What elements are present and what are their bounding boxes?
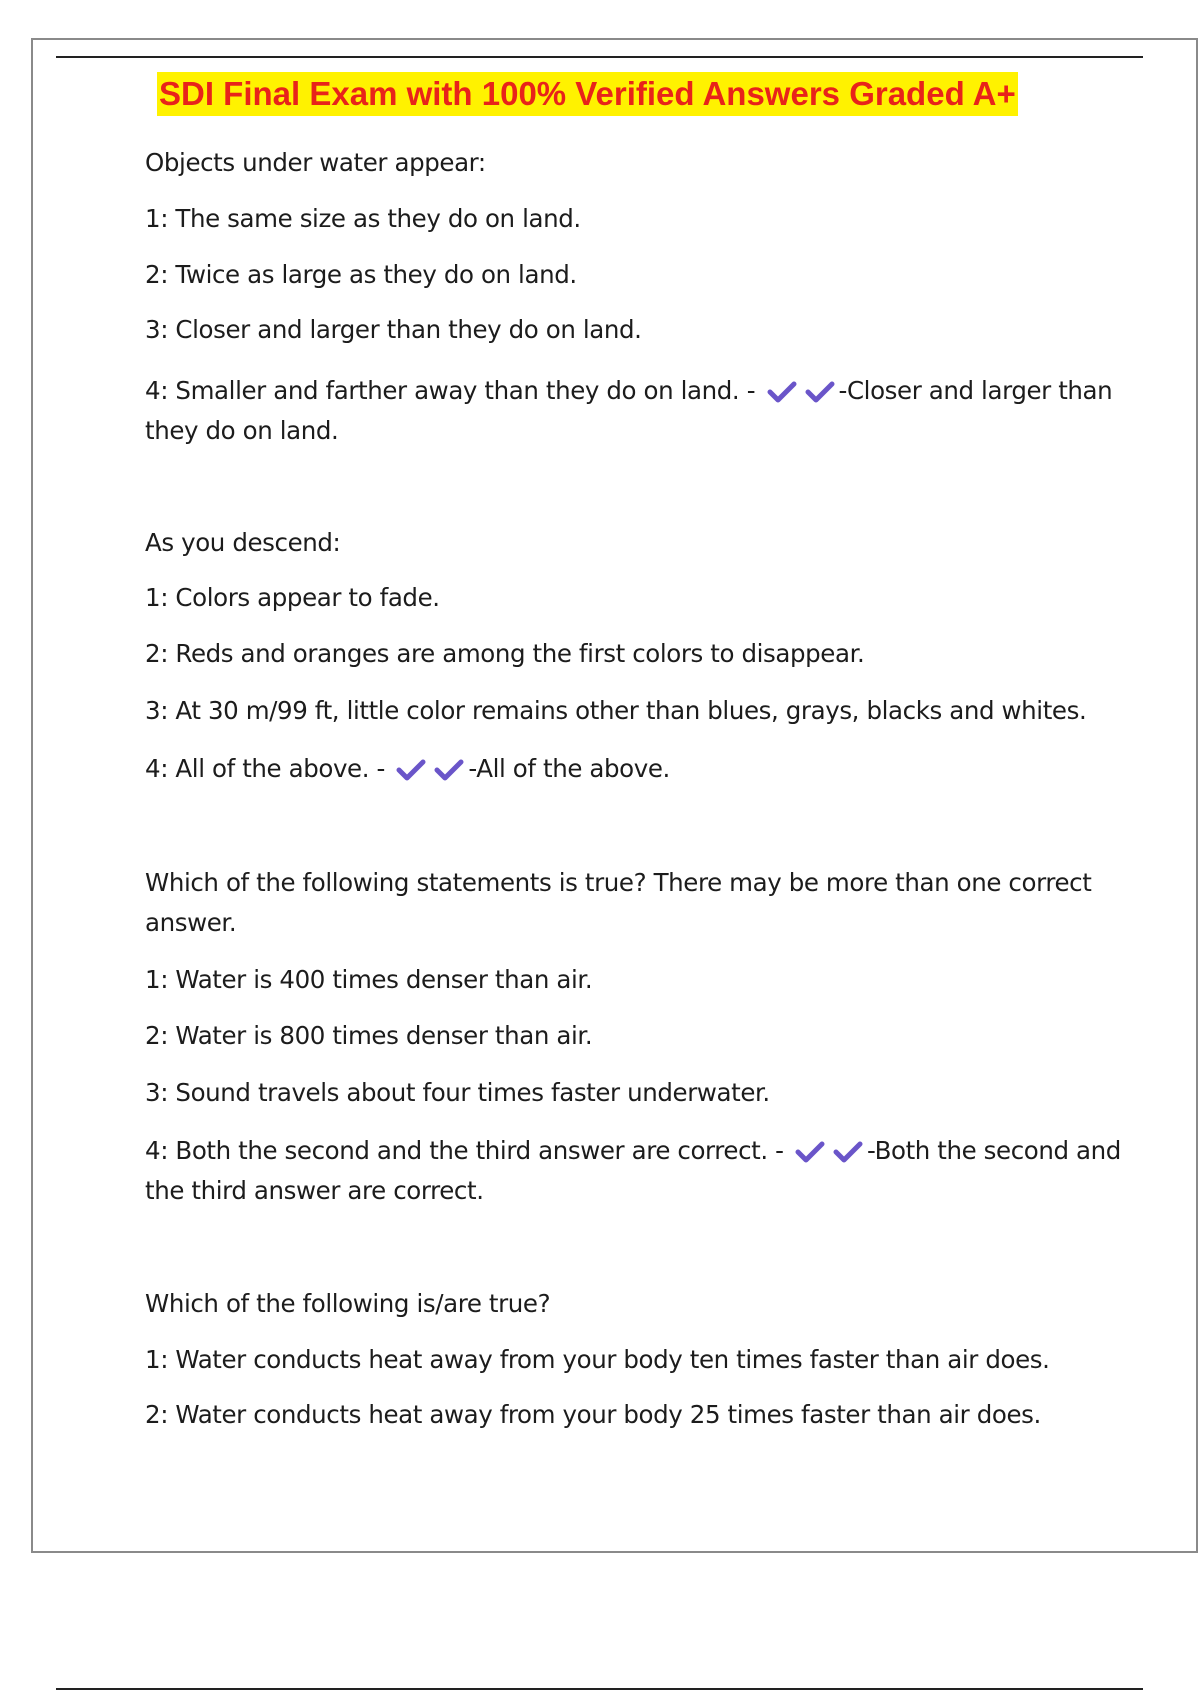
checkmark-icon [396, 759, 426, 781]
q1-option-3: 3: Closer and larger than they do on land. [145, 315, 642, 344]
q1-option-1: 1: The same size as they do on land. [145, 204, 581, 233]
q1-answer-cont: they do on land. [145, 416, 339, 445]
q3-answer: -Both the second and [867, 1136, 1121, 1165]
q2-option-4-row [145, 754, 670, 784]
checkmark-icon [805, 381, 835, 403]
q3-option-4: 4: Both the second and the third answer are correct. - [145, 1136, 784, 1165]
q3-option-2: 2: Water is 800 times denser than air. [145, 1021, 593, 1050]
footer-rule [56, 1688, 1143, 1690]
document-title: SDI Final Exam with 100% Verified Answers Graded A+ [157, 72, 1018, 116]
q4-prompt: Which of the following is/are true? [145, 1289, 551, 1318]
checkmark-icon [434, 759, 464, 781]
q3-prompt-cont: answer. [145, 908, 237, 937]
q4-option-1: 1: Water conducts heat away from your body ten times faster than air does. [145, 1345, 1050, 1374]
q1-option-4: 4: Smaller and farther away than they do on land. - [145, 376, 756, 405]
q2-option-3: 3: At 30 m/99 ft, little color remains other than blues, grays, blacks and whites. [145, 696, 1087, 725]
q1-option-2: 2: Twice as large as they do on land. [145, 260, 577, 289]
checkmark-icon [833, 1141, 863, 1163]
q3-prompt: Which of the following statements is true? There may be more than one correct [145, 868, 1092, 897]
q3-answer-cont: the third answer are correct. [145, 1176, 484, 1205]
q2-option-1: 1: Colors appear to fade. [145, 583, 440, 612]
q4-option-2: 2: Water conducts heat away from your body 25 times faster than air does. [145, 1400, 1041, 1429]
q2-option-4: 4: All of the above. - [145, 754, 385, 783]
q2-prompt: As you descend: [145, 528, 341, 557]
q1-answer: -Closer and larger than [838, 376, 1113, 405]
q3-option-4-row [145, 1136, 1121, 1166]
q2-answer: -All of the above. [468, 754, 670, 783]
q2-option-2: 2: Reds and oranges are among the first colors to disappear. [145, 639, 865, 668]
q1-prompt: Objects under water appear: [145, 148, 486, 177]
checkmark-icon [795, 1141, 825, 1163]
q3-option-1: 1: Water is 400 times denser than air. [145, 965, 593, 994]
header-rule [56, 56, 1143, 58]
q3-option-3: 3: Sound travels about four times faster underwater. [145, 1078, 770, 1107]
checkmark-icon [767, 381, 797, 403]
q1-option-4-row [145, 376, 1112, 406]
